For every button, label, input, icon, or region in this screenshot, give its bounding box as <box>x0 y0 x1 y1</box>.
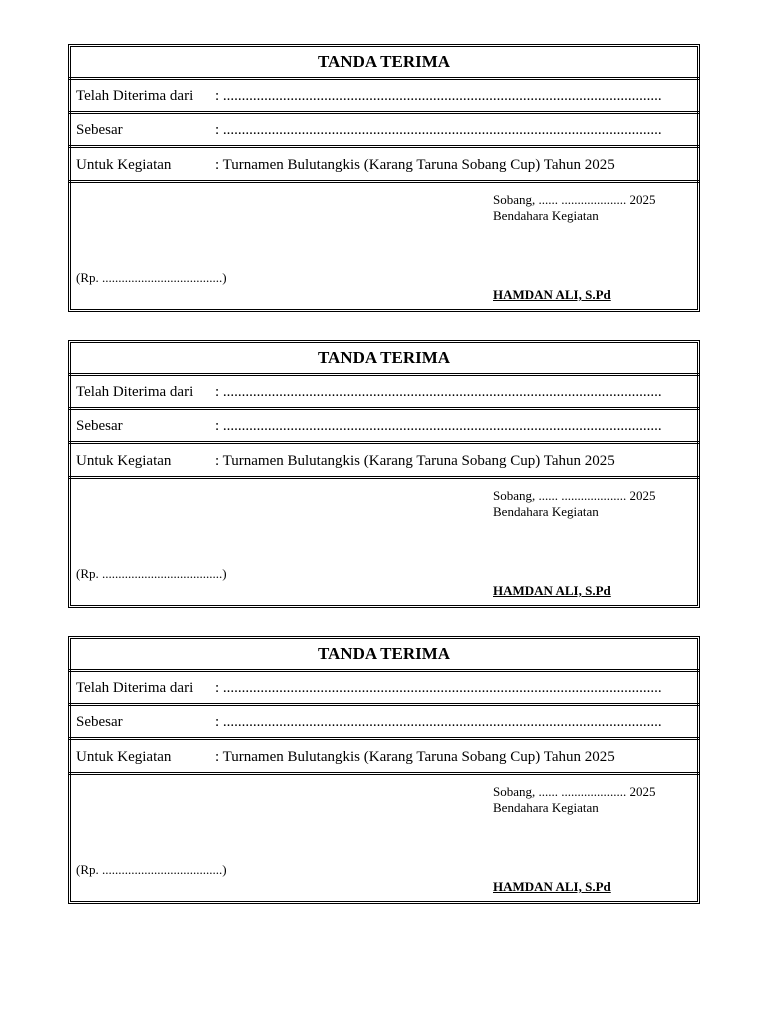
amount-rp: (Rp. .....................................) <box>76 566 227 581</box>
activity-label: Untuk Kegiatan <box>76 157 172 173</box>
received-from-row <box>69 80 699 114</box>
place-date: Sobang, ...... .................... 2025 <box>493 784 656 799</box>
activity-row <box>69 741 699 775</box>
amount-row <box>69 114 699 148</box>
amount-value: : ..................................................................................................................... <box>215 714 662 730</box>
received-from-label: Telah Diterima dari <box>76 88 194 104</box>
activity-value: : Turnamen Bulutangkis (Karang Taruna Sobang Cup) Tahun 2025 <box>215 749 615 765</box>
signatory-name: HAMDAN ALI, S.Pd <box>493 287 611 302</box>
signature-area <box>69 479 699 607</box>
activity-value: : Turnamen Bulutangkis (Karang Taruna Sobang Cup) Tahun 2025 <box>215 453 615 469</box>
received-from-row <box>69 376 699 410</box>
activity-row <box>69 445 699 479</box>
signature-area <box>69 183 699 311</box>
signature-area <box>69 775 699 903</box>
received-from-label: Telah Diterima dari <box>76 680 194 696</box>
received-from-value: : ..................................................................................................................... <box>215 384 662 400</box>
treasurer-role: Bendahara Kegiatan <box>493 504 599 519</box>
place-date: Sobang, ...... .................... 2025 <box>493 488 656 503</box>
activity-label: Untuk Kegiatan <box>76 453 172 469</box>
receipt-title: TANDA TERIMA <box>69 45 699 80</box>
amount-label: Sebesar <box>76 418 123 434</box>
received-from-label: Telah Diterima dari <box>76 384 194 400</box>
amount-row <box>69 410 699 444</box>
receipt-title: TANDA TERIMA <box>69 341 699 376</box>
amount-rp: (Rp. .....................................) <box>76 862 227 877</box>
amount-value: : ..................................................................................................................... <box>215 418 662 434</box>
amount-rp: (Rp. .....................................) <box>76 270 227 285</box>
receipt-form <box>68 44 700 312</box>
signatory-name: HAMDAN ALI, S.Pd <box>493 879 611 894</box>
received-from-value: : ..................................................................................................................... <box>215 88 662 104</box>
amount-label: Sebesar <box>76 714 123 730</box>
received-from-row <box>69 672 699 706</box>
treasurer-role: Bendahara Kegiatan <box>493 208 599 223</box>
activity-label: Untuk Kegiatan <box>76 749 172 765</box>
amount-value: : ..................................................................................................................... <box>215 122 662 138</box>
receipt-title: TANDA TERIMA <box>69 637 699 672</box>
activity-value: : Turnamen Bulutangkis (Karang Taruna Sobang Cup) Tahun 2025 <box>215 157 615 173</box>
place-date: Sobang, ...... .................... 2025 <box>493 192 656 207</box>
activity-row <box>69 149 699 183</box>
signatory-name: HAMDAN ALI, S.Pd <box>493 583 611 598</box>
receipt-form <box>68 340 700 608</box>
received-from-value: : ..................................................................................................................... <box>215 680 662 696</box>
amount-row <box>69 706 699 740</box>
receipt-form <box>68 636 700 904</box>
amount-label: Sebesar <box>76 122 123 138</box>
treasurer-role: Bendahara Kegiatan <box>493 800 599 815</box>
